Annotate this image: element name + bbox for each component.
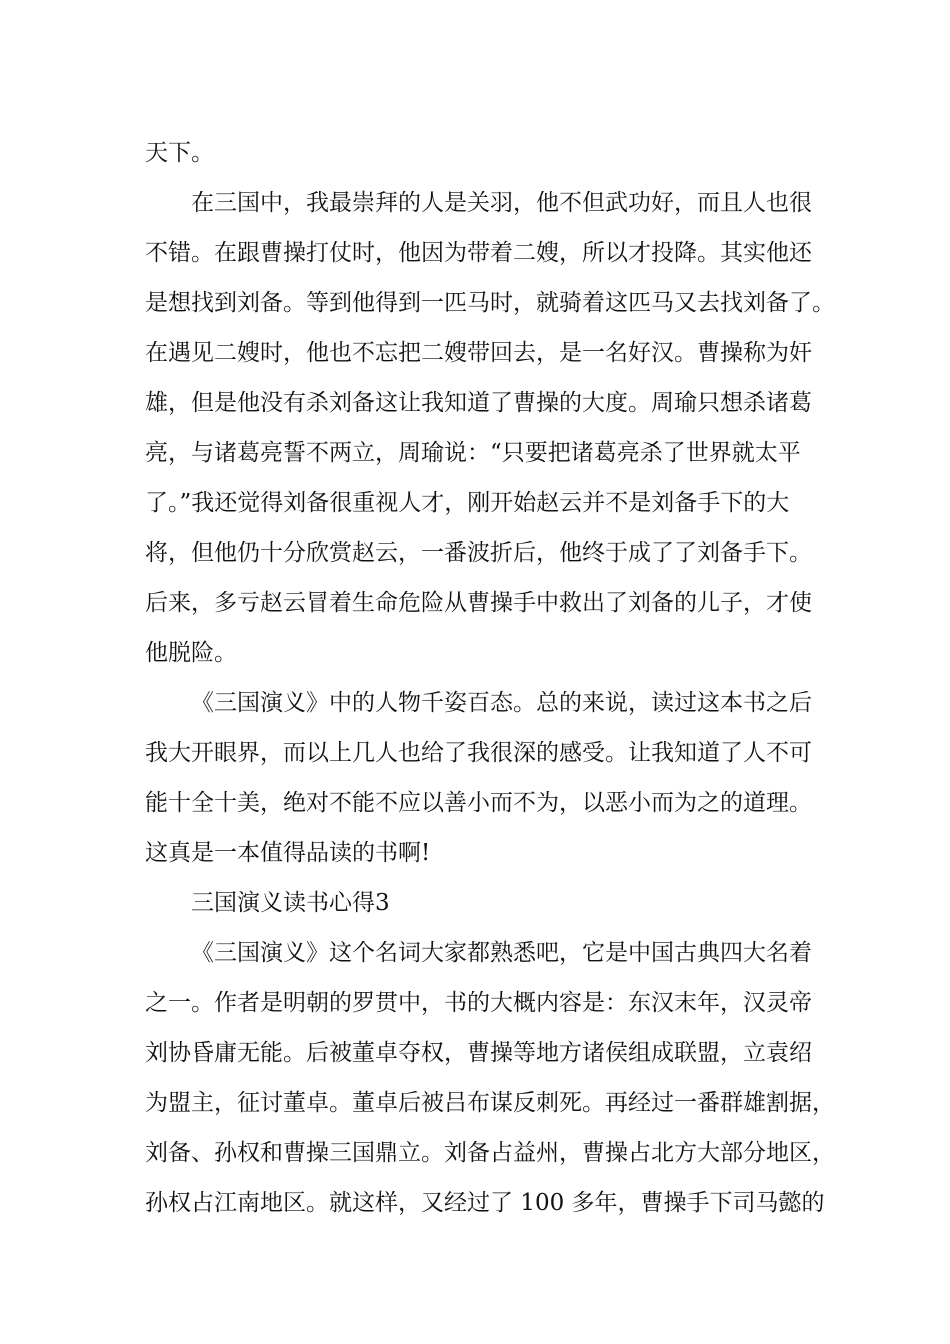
text-line: 了。”我还觉得刘备很重视人才，刚开始赵云并不是刘备手下的大 bbox=[145, 490, 790, 516]
text-line: 孙权占江南地区。就这样，又经过了 100 多年，曹操手下司马懿的 bbox=[145, 1190, 825, 1216]
text-line: 天下。 bbox=[145, 140, 214, 166]
text-line: 雄，但是他没有杀刘备这让我知道了曹操的大度。周瑜只想杀诸葛 bbox=[145, 390, 812, 416]
paragraph-first-line: 《三国演义》这个名词大家都熟悉吧，它是中国古典四大名着 bbox=[191, 940, 812, 966]
section-heading: 三国演义读书心得3 bbox=[191, 890, 390, 916]
body-text bbox=[145, 128, 835, 1228]
text-line: 亮，与诸葛亮誓不两立，周瑜说：“只要把诸葛亮杀了世界就太平 bbox=[145, 440, 801, 466]
text-line: 为盟主，征讨董卓。董卓后被吕布谋反刺死。再经过一番群雄割据， bbox=[145, 1090, 835, 1116]
paragraph-first-line: 在三国中，我最崇拜的人是关羽，他不但武功好，而且人也很 bbox=[191, 190, 812, 216]
text-line: 将，但他仍十分欣赏赵云，一番波折后，他终于成了了刘备手下。 bbox=[145, 540, 812, 566]
text-line: 之一。作者是明朝的罗贯中，书的大概内容是：东汉末年，汉灵帝 bbox=[145, 990, 812, 1016]
text-line: 在遇见二嫂时，他也不忘把二嫂带回去，是一名好汉。曹操称为奸 bbox=[145, 340, 812, 366]
text-line: 不错。在跟曹操打仗时，他因为带着二嫂，所以才投降。其实他还 bbox=[145, 240, 812, 266]
text-line: 刘协昏庸无能。后被董卓夺权，曹操等地方诸侯组成联盟，立袁绍 bbox=[145, 1040, 812, 1066]
text-line: 是想找到刘备。等到他得到一匹马时，就骑着这匹马又去找刘备了。 bbox=[145, 290, 835, 316]
text-line: 这真是一本值得品读的书啊! bbox=[145, 840, 431, 866]
text-line: 能十全十美，绝对不能不应以善小而不为，以恶小而为之的道理。 bbox=[145, 790, 812, 816]
text-line: 刘备、孙权和曹操三国鼎立。刘备占益州，曹操占北方大部分地区， bbox=[145, 1140, 835, 1166]
text-line: 他脱险。 bbox=[145, 640, 237, 666]
paragraph-first-line: 《三国演义》中的人物千姿百态。总的来说，读过这本书之后 bbox=[191, 690, 812, 716]
text-line: 后来，多亏赵云冒着生命危险从曹操手中救出了刘备的儿子，才使 bbox=[145, 590, 812, 616]
text-line: 我大开眼界，而以上几人也给了我很深的感受。让我知道了人不可 bbox=[145, 740, 812, 766]
